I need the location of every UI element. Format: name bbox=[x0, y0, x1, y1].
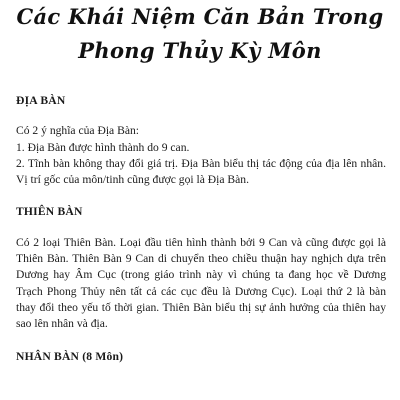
paragraph: Có 2 loại Thiên Bàn. Loại đầu tiên hình thành bởi 9 Can và cũng được gọi là Thiên Bàn. Thiên Bàn 9 Can di chuyển theo chiều thuận hay nghịch dựa trên Dương hay Âm Cục (trong giáo trình này vì chúng ta đang học về Dương Trạch Phong Thủy nên tất cả các cục đều là Dương Cục). Loại thứ 2 là bàn thay đổi theo yếu tố thời gian. Thiên Bàn biểu thị sự ảnh hưởng của thiên hay sao lên nhân và địa. bbox=[16, 235, 386, 331]
section-heading: THIÊN BÀN bbox=[16, 205, 83, 219]
numbered-item: 1. Địa Bàn được hình thành do 9 can. bbox=[16, 140, 190, 154]
section-nhan-ban bbox=[16, 349, 386, 365]
section-dia-ban bbox=[16, 93, 386, 188]
document-body bbox=[16, 93, 386, 379]
section-thien-ban bbox=[16, 204, 386, 332]
document-title-line-1: Các Khái Niệm Căn Bản Trong bbox=[16, 4, 384, 29]
paragraph-line: Có 2 ý nghĩa của Địa Bàn: bbox=[16, 124, 139, 138]
numbered-item: 2. Tĩnh bàn không thay đổi giá trị. Địa Bàn biểu thị tác động của địa lên nhân. Vị trí gốc của môn/tinh cũng được gọi là Địa Bàn. bbox=[16, 156, 386, 187]
section-heading: ĐỊA BÀN bbox=[16, 94, 66, 107]
section-spacer bbox=[16, 333, 386, 349]
section-spacer bbox=[16, 188, 386, 204]
document-title-line-2: Phong Thủy Kỳ Môn bbox=[78, 38, 322, 63]
section-heading: NHÂN BÀN (8 Môn) bbox=[16, 349, 124, 363]
